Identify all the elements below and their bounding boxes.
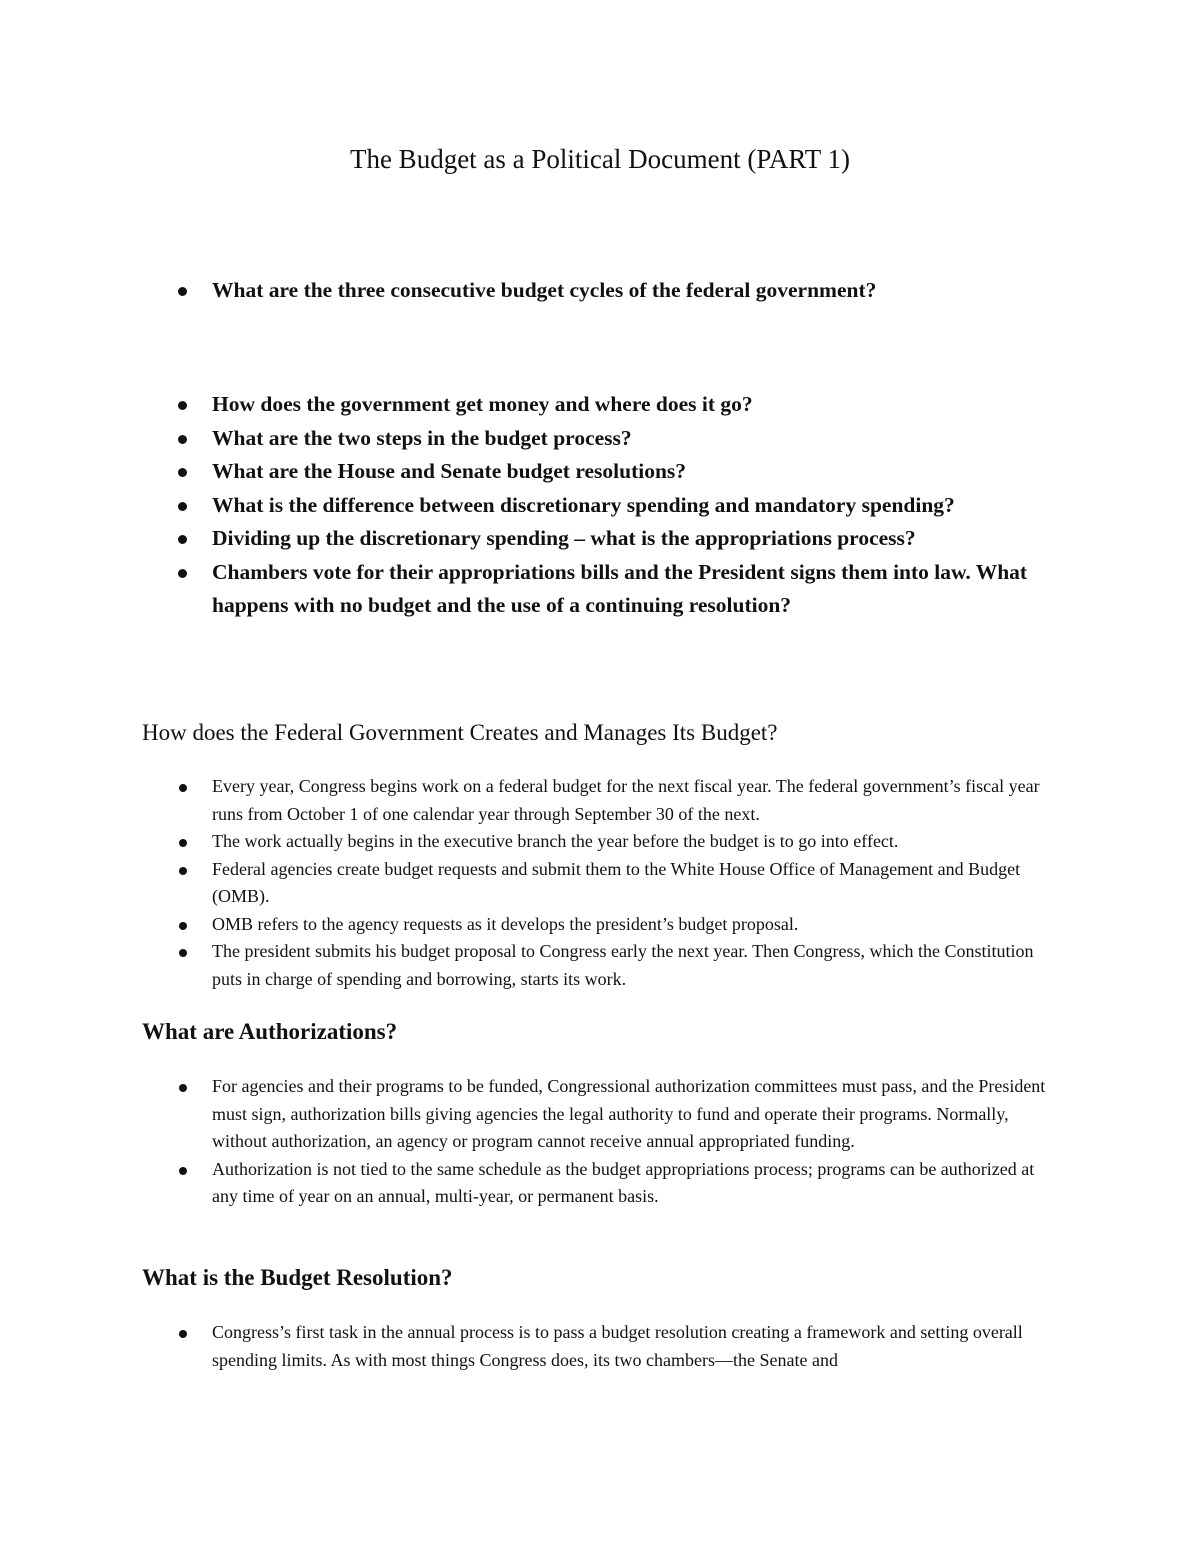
question-list-second bbox=[0, 388, 1032, 623]
list-item: For agencies and their programs to be funded, Congressional authorization committees must pass, and the President must sign, authorization bills giving agencies the legal authority to fund and operate their programs. Normally, without authorization, an agency or program cannot receive annual appropriated funding. bbox=[0, 1073, 1062, 1156]
list-item: Every year, Congress begins work on a federal budget for the next fiscal year. The federal government’s fiscal year runs from October 1 of one calendar year through September 30 of the next. bbox=[0, 773, 1062, 828]
section-heading-budget-resolution: What is the Budget Resolution? bbox=[142, 1265, 453, 1290]
list-item: What are the two steps in the budget process? bbox=[0, 422, 1032, 456]
bullet-icon bbox=[179, 784, 187, 792]
bullet-icon bbox=[179, 1330, 187, 1338]
list-item: What are the House and Senate budget resolutions? bbox=[0, 455, 1032, 489]
bullet-icon bbox=[179, 1167, 187, 1175]
list-item: Federal agencies create budget requests and submit them to the White House Office of Management and Budget (OMB). bbox=[0, 856, 1062, 911]
section-list-budget-creation bbox=[0, 773, 1062, 993]
list-item: Congress’s first task in the annual process is to pass a budget resolution creating a framework and setting overall spending limits. As with most things Congress does, its two chambers—the Senate and bbox=[0, 1319, 1062, 1374]
bullet-icon bbox=[178, 535, 187, 544]
list-item: What are the three consecutive budget cycles of the federal government? bbox=[0, 274, 1032, 308]
bullet-icon bbox=[178, 569, 187, 578]
section-list-budget-resolution bbox=[0, 1319, 1062, 1374]
list-item: Chambers vote for their appropriations bills and the President signs them into law. What happens with no budget and the use of a continuing resolution? bbox=[0, 556, 1032, 623]
list-item: Authorization is not tied to the same schedule as the budget appropriations process; programs can be authorized at any time of year on an annual, multi-year, or permanent basis. bbox=[0, 1156, 1062, 1211]
bullet-icon bbox=[179, 1084, 187, 1092]
bullet-icon bbox=[178, 468, 187, 477]
bullet-icon bbox=[178, 502, 187, 511]
section-list-authorizations bbox=[0, 1073, 1062, 1211]
bullet-icon bbox=[178, 401, 187, 410]
page-title: The Budget as a Political Document (PART 1) bbox=[349, 144, 851, 174]
list-item: Dividing up the discretionary spending – what is the appropriations process? bbox=[0, 522, 1032, 556]
bullet-icon bbox=[179, 922, 187, 930]
list-item: The president submits his budget proposal to Congress early the next year. Then Congress, which the Constitution puts in charge of spending and borrowing, starts its work. bbox=[0, 938, 1062, 993]
list-item: The work actually begins in the executive branch the year before the budget is to go into effect. bbox=[0, 828, 1062, 856]
list-item: How does the government get money and where does it go? bbox=[0, 388, 1032, 422]
list-item: OMB refers to the agency requests as it develops the president’s budget proposal. bbox=[0, 911, 1062, 939]
bullet-icon bbox=[179, 949, 187, 957]
list-item: What is the difference between discretionary spending and mandatory spending? bbox=[0, 489, 1032, 523]
bullet-icon bbox=[179, 839, 187, 847]
bullet-icon bbox=[178, 435, 187, 444]
section-heading-budget-creation: How does the Federal Government Creates and Manages Its Budget? bbox=[142, 720, 778, 745]
bullet-icon bbox=[179, 867, 187, 875]
section-heading-authorizations: What are Authorizations? bbox=[142, 1019, 398, 1044]
question-list-first bbox=[0, 274, 1032, 308]
bullet-icon bbox=[178, 287, 187, 296]
